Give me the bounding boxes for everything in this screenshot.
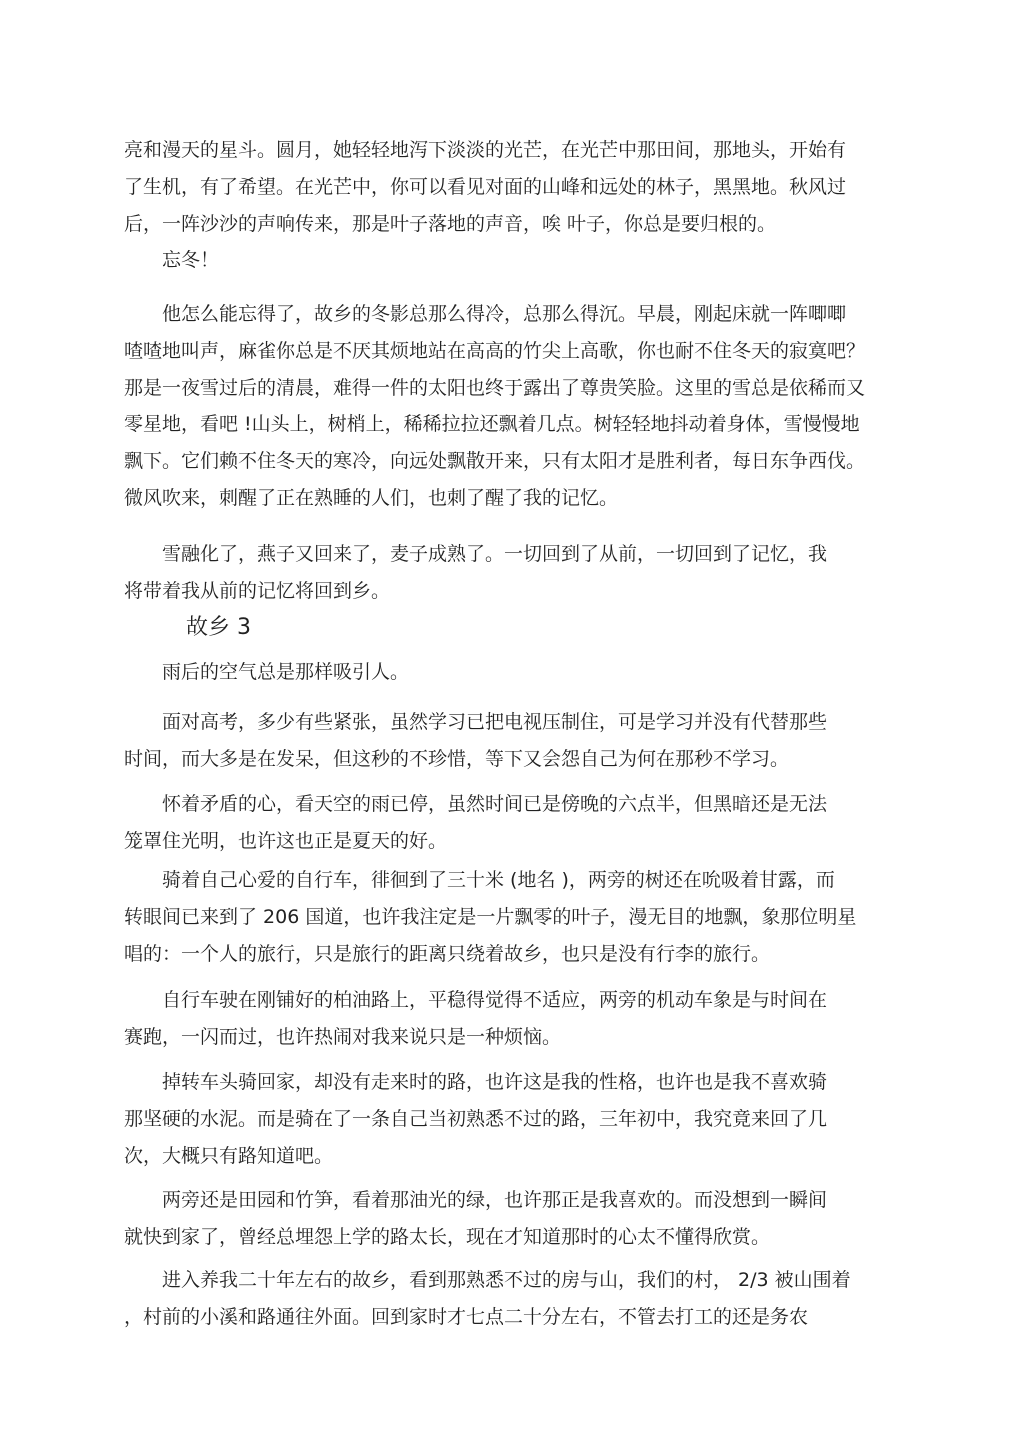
paragraph-7: 怀着矛盾的心，看天空的雨已停，虽然时间已是傍晚的六点半，但黑暗还是无法 笼罩住光明，也许这也正是夏天的好。 [124,793,828,852]
paragraph-11: 两旁还是田园和竹笋，看着那油光的绿，也许那正是我喜欢的。而没想到一瞬间 就快到家了，曾经总埋怨上学的路太长，现在才知道那时的心太不懂得欣赏。 [124,1189,828,1248]
paragraph-2: 忘冬！ [124,249,220,271]
paragraph-12: 进入养我二十年左右的故乡，看到那熟悉不过的房与山，我们的村， 2/3 被山围着 ，村前的小溪和路通往外面。回到家时才七点二十分左右，不管去打工的还是务农 [124,1269,851,1328]
paragraph-1: 亮和漫天的星斗。圆月，她轻轻地泻下淡淡的光芒，在光芒中那田间，那地头，开始有 了生机，有了希望。在光芒中，你可以看见对面的山峰和远处的林子，黑黑地。秋风过 后，一阵沙沙的声响传来，那是叶子落地的声音，唉 叶子，你总是要归根的。 [124,139,847,235]
paragraph-10: 掉转车头骑回家，却没有走来时的路，也许这是我的性格，也许也是我不喜欢骑 那坚硬的水泥。而是骑在了一条自己当初熟悉不过的路，三年初中，我究竟来回了几 次，大概只有路知道吧。 [124,1071,828,1167]
paragraph-8: 骑着自己心爱的自行车，徘徊到了三十米 (地名 )，两旁的树还在吮吸着甘露，而 转眼间已来到了 206 国道，也许我注定是一片飘零的叶子，漫无目的地飘，象那位明星 唱的：一个人的旅行，只是旅行的距离只绕着故乡，也只是没有行李的旅行。 [124,869,857,965]
paragraph-5: 雨后的空气总是那样吸引人。 [124,661,410,683]
paragraph-4: 雪融化了，燕子又回来了，麦子成熟了。一切回到了从前，一切回到了记忆，我 将带着我从前的记忆将回到乡。 [124,543,828,602]
paragraph-6: 面对高考，多少有些紧张，虽然学习已把电视压制住，可是学习并没有代替那些 时间，而大多是在发呆，但这秒的不珍惜，等下又会怨自己为何在那秒不学习。 [124,711,828,770]
section-heading: 故乡 3 [186,615,251,640]
paragraph-3: 他怎么能忘得了，故乡的冬影总那么得冷，总那么得沉。早晨，刚起床就一阵唧唧 喳喳地叫声，麻雀你总是不厌其烦地站在高高的竹尖上高歌，你也耐不住冬天的寂寞吧？ 那是一夜雪过后的清晨，难得一件的太阳也终于露出了尊贵笑脸。这里的雪总是依稀而又 零星地，看吧 !山头上，树梢上，稀稀拉拉还飘着几点。树轻轻地抖动着身体，雪慢慢地 飘下。它们赖不住冬天的寒冷，向远处飘散开来，只有太阳才是胜利者，每日东争西伐。 微风吹来，刺醒了正在熟睡的人们，也刺了醒了我的记忆。 [124,303,866,509]
paragraph-9: 自行车驶在刚铺好的柏油路上，平稳得觉得不适应，两旁的机动车象是与时间在 赛跑，一闪而过，也许热闹对我来说只是一种烦恼。 [124,989,828,1048]
